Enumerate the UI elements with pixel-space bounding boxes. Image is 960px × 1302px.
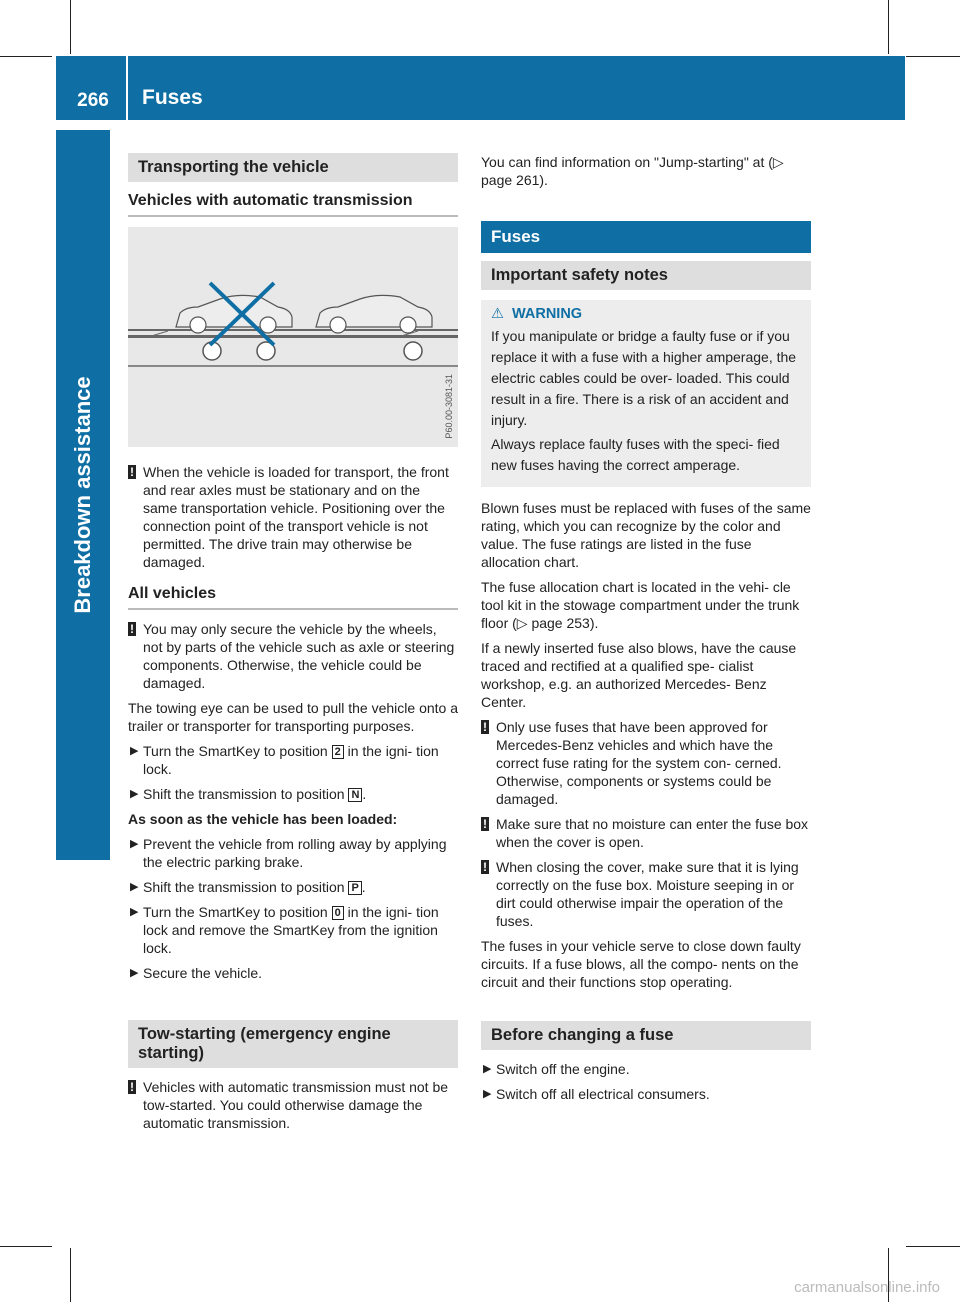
step-text: in the igni- tion lock.: [143, 743, 439, 777]
arrow-right-icon: ▶: [130, 745, 139, 757]
subsection-heading: All vehicles: [128, 585, 458, 610]
body-paragraph: If a newly inserted fuse also blows, have the cause traced and rectified at a qualified spe- cialist workshop, e.g. an authorized Mercedes- Benz Center.: [481, 640, 797, 710]
crop-mark: [0, 56, 52, 57]
warning-text: If you manipulate or bridge a faulty fuse or if you replace it with a fuse with a higher amperage, the electric cables could be over- loaded. This could result in a fire. There is a risk of an accident and injury.: [491, 328, 797, 428]
note-paragraph: [128, 1078, 458, 1132]
exclamation-icon: !: [483, 720, 487, 734]
note-paragraph: [128, 463, 458, 571]
gear-position-badge: P: [348, 881, 361, 895]
crop-mark: [70, 1248, 71, 1302]
note-paragraph: [481, 718, 811, 808]
warning-text: Always replace faulty fuses with the speci- fied new fuses having the correct amperage.: [491, 436, 780, 473]
right-column: [481, 153, 811, 1110]
chapter-heading: Fuses: [481, 221, 811, 253]
page-number: 266: [77, 90, 109, 111]
inline-heading: As soon as the vehicle has been loaded:: [128, 811, 398, 827]
arrow-right-icon: ▶: [130, 967, 139, 979]
page-title: Fuses: [142, 86, 203, 109]
car-right-icon: [316, 295, 432, 333]
instruction-step: [128, 903, 458, 957]
transport-diagram: [128, 227, 458, 447]
section-heading: Tow-starting (emergency engine starting): [128, 1020, 458, 1068]
arrow-right-icon: ▶: [130, 881, 139, 893]
section-heading: Before changing a fuse: [481, 1021, 811, 1050]
instruction-step: [481, 1085, 811, 1103]
subsection-heading: Vehicles with automatic transmission: [128, 192, 458, 217]
exclamation-icon: !: [483, 817, 487, 831]
instruction-step: [481, 1060, 811, 1078]
key-position-badge: 2: [332, 745, 344, 759]
note-text: Only use fuses that have been approved for Mercedes-Benz vehicles and which have the correct fuse rating for the system con- cerned. Otherwise, components or systems could be damaged.: [496, 719, 782, 807]
chapter-tab: [56, 130, 110, 860]
arrow-right-icon: ▶: [483, 1088, 492, 1100]
instruction-step: [128, 742, 458, 778]
arrow-right-icon: ▶: [130, 906, 139, 918]
warning-triangle-icon: ⚠: [491, 306, 504, 322]
step-text: .: [361, 879, 366, 895]
body-paragraph: The towing eye can be used to pull the vehicle onto a trailer or transporter for transporting purposes.: [128, 700, 458, 734]
step-text: Switch off all electrical consumers.: [496, 1086, 710, 1102]
step-text: Prevent the vehicle from rolling away by applying the electric parking brake.: [143, 836, 447, 870]
chapter-tab-label: Breakdown assistance: [70, 376, 95, 614]
transport-illustration: [128, 227, 458, 447]
crop-mark: [906, 1246, 960, 1247]
note-paragraph: [481, 858, 811, 930]
note-text: You may only secure the vehicle by the wheels, not by parts of the vehicle such as axle or steering components. Otherwise, the vehicle could be damaged.: [143, 621, 455, 691]
crop-mark: [0, 1246, 52, 1247]
instruction-step: [128, 964, 458, 982]
body-paragraph: You can find information on "Jump-starting" at (▷ page 261).: [481, 154, 784, 188]
step-text: Secure the vehicle.: [143, 965, 263, 981]
exclamation-icon: !: [130, 465, 134, 479]
note-text: Vehicles with automatic transmission must not be tow-started. You could otherwise damage the automatic transmission.: [143, 1079, 449, 1131]
figure-code: P60.00-3081-31: [444, 374, 454, 439]
note-paragraph: [128, 620, 458, 692]
section-heading: Important safety notes: [481, 261, 811, 290]
instruction-step: [128, 835, 458, 871]
exclamation-icon: !: [483, 860, 487, 874]
gear-position-badge: N: [348, 788, 362, 802]
warning-title: [491, 306, 801, 322]
exclamation-icon: !: [130, 622, 134, 636]
note-text: Make sure that no moisture can enter the fuse box when the cover is open.: [496, 816, 809, 850]
key-position-badge: 0: [332, 906, 344, 920]
instruction-step: [128, 878, 458, 896]
step-text: Shift the transmission to position: [143, 879, 349, 895]
arrow-right-icon: ▶: [130, 838, 139, 850]
body-paragraph: The fuse allocation chart is located in the vehi- cle tool kit in the stowage compartment under the trunk floor (▷ page 253).: [481, 579, 800, 631]
crop-mark: [906, 56, 960, 57]
left-column: [128, 153, 458, 1139]
section-heading: Transporting the vehicle: [128, 153, 458, 182]
note-paragraph: [481, 815, 811, 851]
arrow-right-icon: ▶: [483, 1063, 492, 1075]
step-text: Turn the SmartKey to position: [143, 904, 332, 920]
car-left-icon: [176, 295, 292, 333]
body-paragraph: The fuses in your vehicle serve to close down faulty circuits. If a fuse blows, all the compo- nents on the circuit and their functions stop operating.: [481, 938, 801, 990]
crop-mark: [70, 0, 71, 54]
warning-box: [481, 300, 811, 487]
warning-label: WARNING: [512, 306, 583, 322]
note-text: When closing the cover, make sure that it is lying correctly on the fuse box. Moisture seeping in or dirt could otherwise impair the operation of the fuses.: [496, 859, 799, 929]
step-text: Switch off the engine.: [496, 1061, 630, 1077]
body-paragraph: Blown fuses must be replaced with fuses of the same rating, which you can recognize by the color and value. The fuse ratings are listed in the fuse allocation chart.: [481, 500, 811, 570]
note-text: When the vehicle is loaded for transport, the front and rear axles must be stationary and on the same transportation vehicle. Positioning over the connection point of the transport vehicle is not permitted. The drive train may otherwise be damaged.: [143, 464, 449, 570]
step-text: Turn the SmartKey to position: [143, 743, 332, 759]
arrow-right-icon: ▶: [130, 788, 139, 800]
exclamation-icon: !: [130, 1080, 134, 1094]
crop-mark: [888, 0, 889, 54]
step-text: Shift the transmission to position: [143, 786, 349, 802]
step-text: .: [362, 786, 367, 802]
page-header: [56, 56, 905, 120]
step-text: in the igni- tion lock and remove the SmartKey from the ignition lock.: [143, 904, 439, 956]
footer-watermark: carmanualsonline.info: [794, 1279, 940, 1296]
instruction-step: [128, 785, 458, 803]
header-divider: [126, 56, 128, 120]
